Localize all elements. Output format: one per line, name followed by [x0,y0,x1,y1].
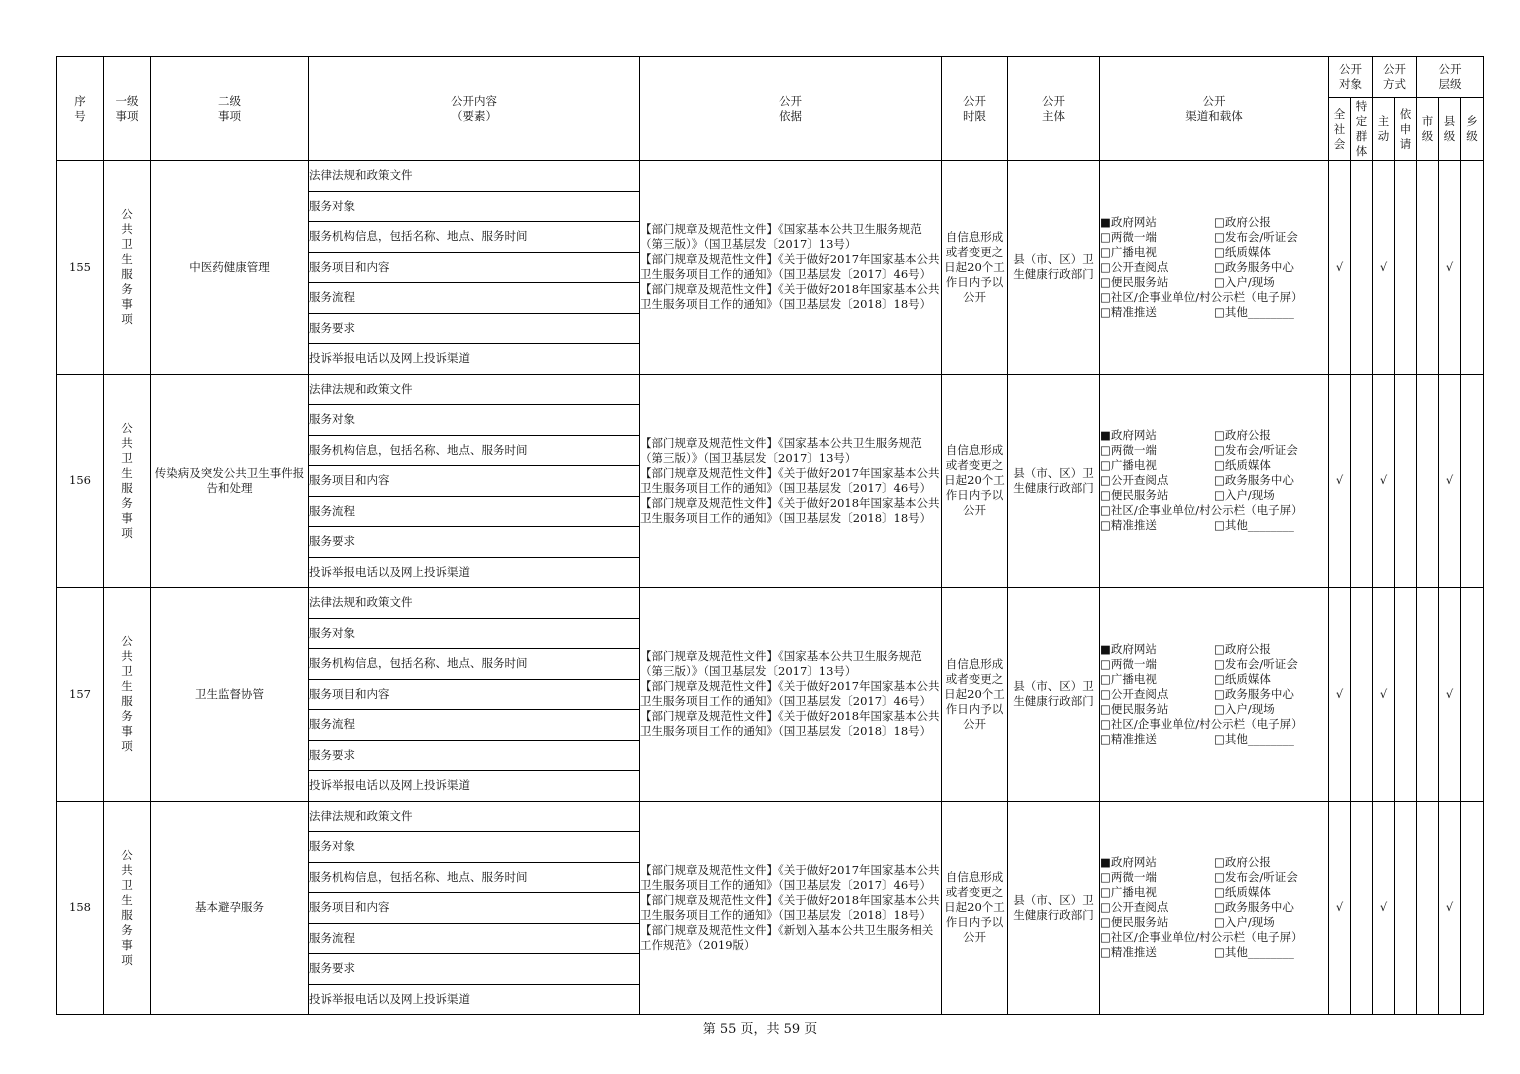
content-item: 服务流程 [309,283,640,314]
header-method-active: 主 动 [1373,98,1395,161]
content-item: 服务机构信息，包括名称、地点、服务时间 [309,649,640,680]
channel-option: □其他________ [1214,518,1294,533]
channel-option: □发布会/听证会 [1214,229,1298,244]
check-target-specific [1351,801,1373,1015]
level1-char: 公 [121,634,133,649]
check-method-active: √ [1373,374,1395,588]
channel-option: □社区/企事业单位/村公示栏（电子屏） [1100,289,1303,304]
check-level-city [1417,588,1439,802]
basis-item: 【部门规章及规范性文件】《关于做好2018年国家基本公共卫生服务项目工作的通知》（国卫基层发〔2018〕18号） [640,495,940,525]
basis-item: 【部门规章及规范性文件】《关于做好2017年国家基本公共卫生服务项目工作的通知》（国卫基层发〔2017〕46号） [640,862,940,892]
level1-char: 共 [121,862,133,877]
content-item: 投诉举报电话以及网上投诉渠道 [309,771,640,802]
level1-char: 生 [121,252,133,267]
row-channels [1100,374,1329,588]
row-level2: 基本避孕服务 [151,801,309,1015]
check-level-city [1417,374,1439,588]
level1-char: 共 [121,649,133,664]
channel-option: □广播电视 [1100,458,1157,473]
header-level2: 二级 事项 [151,57,309,161]
content-item: 服务对象 [309,191,640,222]
check-method-apply [1395,801,1417,1015]
level1-char: 项 [121,952,133,967]
channel-option: □发布会/听证会 [1214,443,1298,458]
page-footer: 第 55 页，共 59 页 [702,1022,818,1037]
check-target-specific [1351,374,1373,588]
level1-char: 务 [121,495,133,510]
level1-char: 事 [121,724,133,739]
row-seq: 155 [57,161,104,375]
level1-char: 卫 [121,664,133,679]
content-item: 投诉举报电话以及网上投诉渠道 [309,344,640,375]
level1-char: 服 [121,694,133,709]
row-deadline: 自信息形成或者变更之日起20个工作日内予以公开 [942,588,1008,802]
check-target-specific [1351,588,1373,802]
header-deadline: 公开 时限 [942,57,1008,161]
row-seq: 158 [57,801,104,1015]
content-item: 服务要求 [309,527,640,558]
row-level1 [104,161,151,375]
basis-item: 【部门规章及规范性文件】《关于做好2018年国家基本公共卫生服务项目工作的通知》（国卫基层发〔2018〕18号） [640,892,940,922]
row-subject: 县（市、区）卫生健康行政部门 [1008,374,1100,588]
check-level-town [1461,588,1484,802]
channel-option: □政府公报 [1214,214,1271,229]
level1-char: 项 [121,739,133,754]
row-subject: 县（市、区）卫生健康行政部门 [1008,801,1100,1015]
content-item: 服务流程 [309,710,640,741]
header-target-specific: 特 定 群 体 [1351,98,1373,161]
row-level1 [104,801,151,1015]
content-item: 服务机构信息，包括名称、地点、服务时间 [309,862,640,893]
check-level-town [1461,161,1484,375]
content-item: 服务要求 [309,740,640,771]
level1-char: 卫 [121,450,133,465]
channel-option: □政府公报 [1214,428,1271,443]
row-deadline: 自信息形成或者变更之日起20个工作日内予以公开 [942,801,1008,1015]
check-level-city [1417,161,1439,375]
content-item: 法律法规和政策文件 [309,801,640,832]
level1-char: 事 [121,297,133,312]
header-channel: 公开 渠道和载体 [1100,57,1329,161]
row-basis [640,374,942,588]
check-target-all: √ [1329,374,1351,588]
content-item: 法律法规和政策文件 [309,588,640,619]
check-level-county: √ [1439,161,1461,375]
channel-option: □其他________ [1214,945,1294,960]
channel-option: □精准推送 [1100,731,1157,746]
channel-option: □公开查阅点 [1100,900,1169,915]
channel-option: □纸质媒体 [1214,244,1271,259]
channel-option: □社区/企事业单位/村公示栏（电子屏） [1100,503,1303,518]
channel-option: □便民服务站 [1100,915,1169,930]
level1-char: 卫 [121,237,133,252]
basis-item: 【部门规章及规范性文件】《关于做好2018年国家基本公共卫生服务项目工作的通知》（国卫基层发〔2018〕18号） [640,709,940,739]
basis-item: 【部门规章及规范性文件】《国家基本公共卫生服务规范（第三版）》（国卫基层发〔2017〕13号） [640,222,922,252]
channel-option: □入户/现场 [1214,488,1275,503]
header-level-county: 县 级 [1439,98,1461,161]
channel-option: □两微一端 [1100,656,1157,671]
content-item: 投诉举报电话以及网上投诉渠道 [309,557,640,588]
disclosure-table [56,56,1484,1015]
row-level2: 卫生监督协管 [151,588,309,802]
row-deadline: 自信息形成或者变更之日起20个工作日内予以公开 [942,374,1008,588]
row-level2: 中医药健康管理 [151,161,309,375]
row-channels [1100,801,1329,1015]
header-content: 公开内容 （要素） [309,57,640,161]
level1-char: 生 [121,892,133,907]
table-row [57,801,1484,832]
header-level-city: 市 级 [1417,98,1439,161]
level1-char: 生 [121,465,133,480]
check-target-specific [1351,161,1373,375]
content-item: 服务对象 [309,405,640,436]
level1-char: 共 [121,435,133,450]
channel-option: ■政府网站 [1100,855,1157,870]
check-target-all: √ [1329,801,1351,1015]
level1-char: 务 [121,922,133,937]
content-item: 服务要求 [309,313,640,344]
table-row [57,161,1484,192]
header-seq: 序 号 [57,57,104,161]
check-level-city [1417,801,1439,1015]
level1-char: 共 [121,222,133,237]
level1-char: 务 [121,282,133,297]
basis-item: 【部门规章及规范性文件】《国家基本公共卫生服务规范（第三版）》（国卫基层发〔2017〕13号） [640,435,922,465]
channel-option: □精准推送 [1100,945,1157,960]
row-basis [640,801,942,1015]
table-row [57,588,1484,619]
channel-option: □政务服务中心 [1214,900,1294,915]
channel-grid [1100,642,1328,747]
channel-grid [1100,215,1328,320]
level1-char: 事 [121,937,133,952]
check-method-apply [1395,588,1417,802]
header-target: 公开 对象 [1329,57,1373,98]
check-method-active: √ [1373,161,1395,375]
channel-option: □入户/现场 [1214,915,1275,930]
level1-char: 卫 [121,877,133,892]
row-basis [640,588,942,802]
level1-char: 服 [121,267,133,282]
channel-option: □入户/现场 [1214,274,1275,289]
channel-option: □入户/现场 [1214,701,1275,716]
row-level1 [104,588,151,802]
row-level1 [104,374,151,588]
content-item: 服务项目和内容 [309,679,640,710]
table-body [57,161,1484,1015]
row-channels [1100,588,1329,802]
header-basis: 公开 依据 [640,57,942,161]
channel-option: □政府公报 [1214,855,1271,870]
level1-char: 务 [121,709,133,724]
basis-item: 【部门规章及规范性文件】《关于做好2017年国家基本公共卫生服务项目工作的通知》（国卫基层发〔2017〕46号） [640,465,940,495]
header-method: 公开 方式 [1373,57,1417,98]
channel-option: □两微一端 [1100,229,1157,244]
content-item: 服务项目和内容 [309,466,640,497]
row-seq: 156 [57,374,104,588]
channel-grid [1100,428,1328,533]
channel-option: □广播电视 [1100,885,1157,900]
channel-option: □纸质媒体 [1214,885,1271,900]
channel-option: □社区/企事业单位/村公示栏（电子屏） [1100,930,1303,945]
level1-char: 公 [121,207,133,222]
check-target-all: √ [1329,161,1351,375]
row-channels [1100,161,1329,375]
content-item: 投诉举报电话以及网上投诉渠道 [309,984,640,1015]
basis-item: 【部门规章及规范性文件】《国家基本公共卫生服务规范（第三版）》（国卫基层发〔2017〕13号） [640,649,922,679]
content-item: 服务项目和内容 [309,893,640,924]
content-item: 服务机构信息，包括名称、地点、服务时间 [309,222,640,253]
channel-option: □发布会/听证会 [1214,870,1298,885]
channel-option: □政务服务中心 [1214,473,1294,488]
row-subject: 县（市、区）卫生健康行政部门 [1008,161,1100,375]
channel-option: □精准推送 [1100,518,1157,533]
level1-char: 生 [121,679,133,694]
level1-char: 项 [121,312,133,327]
row-deadline: 自信息形成或者变更之日起20个工作日内予以公开 [942,161,1008,375]
level1-char: 服 [121,907,133,922]
row-level2: 传染病及突发公共卫生事件报告和处理 [151,374,309,588]
content-item: 服务要求 [309,954,640,985]
basis-item: 【部门规章及规范性文件】《关于做好2018年国家基本公共卫生服务项目工作的通知》（国卫基层发〔2018〕18号） [640,282,940,312]
channel-option: □广播电视 [1100,671,1157,686]
basis-item: 【部门规章及规范性文件】《关于做好2017年国家基本公共卫生服务项目工作的通知》（国卫基层发〔2017〕46号） [640,679,940,709]
check-level-town [1461,801,1484,1015]
channel-option: □便民服务站 [1100,274,1169,289]
check-method-active: √ [1373,588,1395,802]
channel-option: □广播电视 [1100,244,1157,259]
check-method-active: √ [1373,801,1395,1015]
row-seq: 157 [57,588,104,802]
channel-option: □两微一端 [1100,870,1157,885]
header-subject: 公开 主体 [1008,57,1100,161]
table-row [57,374,1484,405]
content-item: 服务流程 [309,923,640,954]
channel-option: □便民服务站 [1100,488,1169,503]
channel-option: □公开查阅点 [1100,686,1169,701]
basis-item: 【部门规章及规范性文件】《关于做好2017年国家基本公共卫生服务项目工作的通知》（国卫基层发〔2017〕46号） [640,252,940,282]
row-subject: 县（市、区）卫生健康行政部门 [1008,588,1100,802]
channel-option: □其他________ [1214,731,1294,746]
channel-option: ■政府网站 [1100,428,1157,443]
content-item: 法律法规和政策文件 [309,161,640,192]
channel-option: □政务服务中心 [1214,686,1294,701]
content-item: 服务对象 [309,832,640,863]
channel-option: □纸质媒体 [1214,671,1271,686]
level1-char: 公 [121,420,133,435]
channel-option: □公开查阅点 [1100,259,1169,274]
content-item: 服务项目和内容 [309,252,640,283]
row-basis [640,161,942,375]
channel-option: □公开查阅点 [1100,473,1169,488]
channel-option: □纸质媒体 [1214,458,1271,473]
check-level-county: √ [1439,374,1461,588]
check-level-county: √ [1439,801,1461,1015]
check-method-apply [1395,374,1417,588]
check-target-all: √ [1329,588,1351,802]
channel-option: □发布会/听证会 [1214,656,1298,671]
channel-option: □其他________ [1214,304,1294,319]
channel-option: ■政府网站 [1100,641,1157,656]
header-level1: 一级 事项 [104,57,151,161]
channel-grid [1100,855,1328,960]
channel-option: □精准推送 [1100,304,1157,319]
channel-option: □社区/企事业单位/村公示栏（电子屏） [1100,716,1303,731]
header-level-town: 乡 级 [1461,98,1484,161]
content-item: 服务流程 [309,496,640,527]
channel-option: □政务服务中心 [1214,259,1294,274]
header-level: 公开 层级 [1417,57,1484,98]
header-target-all: 全 社 会 [1329,98,1351,161]
level1-char: 服 [121,480,133,495]
content-item: 服务对象 [309,618,640,649]
check-level-town [1461,374,1484,588]
table-header [57,57,1484,161]
channel-option: ■政府网站 [1100,214,1157,229]
check-level-county: √ [1439,588,1461,802]
check-method-apply [1395,161,1417,375]
channel-option: □政府公报 [1214,641,1271,656]
level1-char: 公 [121,847,133,862]
level1-char: 事 [121,510,133,525]
header-method-apply: 依 申 请 [1395,98,1417,161]
channel-option: □便民服务站 [1100,701,1169,716]
level1-char: 项 [121,525,133,540]
content-item: 法律法规和政策文件 [309,374,640,405]
content-item: 服务机构信息，包括名称、地点、服务时间 [309,435,640,466]
channel-option: □两微一端 [1100,443,1157,458]
basis-item: 【部门规章及规范性文件】《新划入基本公共卫生服务相关工作规范》（2019版） [640,922,934,952]
